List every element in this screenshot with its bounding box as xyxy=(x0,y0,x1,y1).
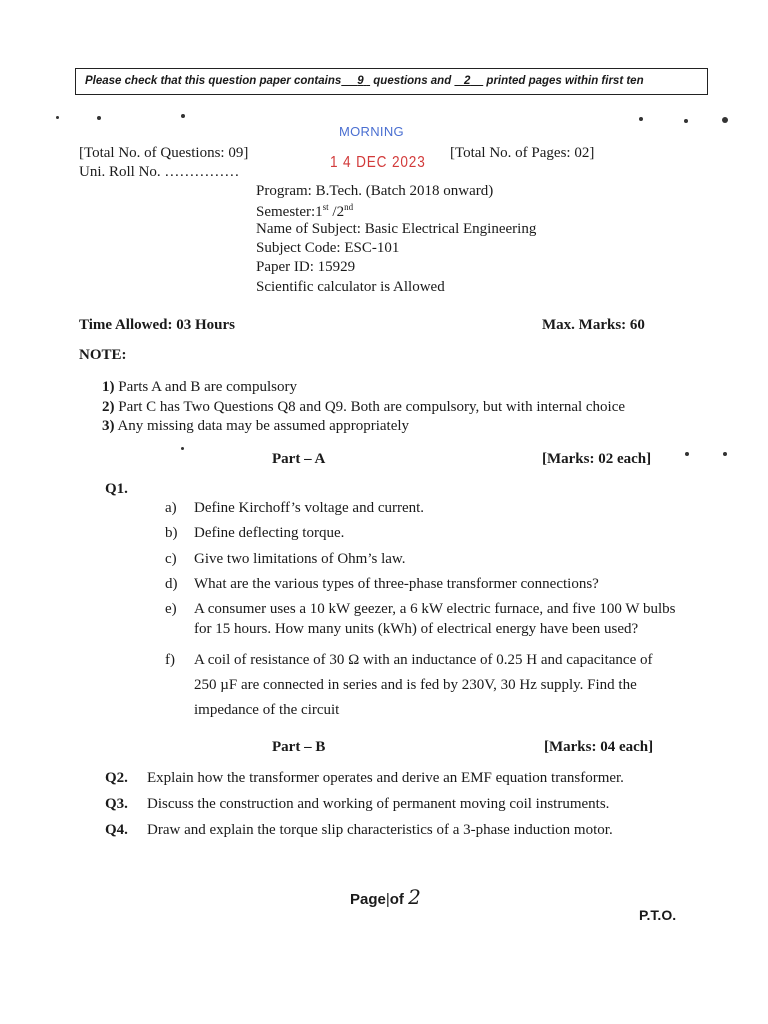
banner-text-middle: questions and xyxy=(373,75,452,87)
subquestion-text: impedance of the circuit xyxy=(194,702,340,718)
instruction-banner xyxy=(75,68,708,95)
scan-speck xyxy=(56,116,59,119)
question-text: Explain how the transformer operates and derive an EMF equation transformer. xyxy=(147,770,624,786)
subquestion-label: b) xyxy=(165,525,178,541)
question-text: Discuss the construction and working of permanent moving coil instruments. xyxy=(147,796,610,812)
banner-text-before: Please check that this question paper contains xyxy=(85,75,342,87)
subquestion-label: d) xyxy=(165,576,178,592)
page-total-handwritten: 2 xyxy=(408,885,421,909)
question-text: Draw and explain the torque slip characteristics of a 3-phase induction motor. xyxy=(147,822,613,838)
page-indicator: Page|of 2 xyxy=(350,885,421,909)
subquestion-text: Give two limitations of Ohm’s law. xyxy=(194,551,406,567)
time-allowed: Time Allowed: 03 Hours xyxy=(79,317,235,333)
note-item: 1) Parts A and B are compulsory xyxy=(102,379,297,395)
banner-pages-count: 2 xyxy=(464,75,471,87)
max-marks: Max. Marks: 60 xyxy=(542,317,645,333)
note-item: 3) Any missing data may be assumed appropriately xyxy=(102,418,410,434)
subquestion-text: 250 µF are connected in series and is fed by 230V, 30 Hz supply. Find the xyxy=(194,677,637,693)
subject-code: Subject Code: ESC-101 xyxy=(256,240,400,256)
scan-speck xyxy=(722,117,728,123)
subquestion-text: for 15 hours. How many units (kWh) of electrical energy have been used? xyxy=(194,621,639,637)
part-a-marks: [Marks: 02 each] xyxy=(542,451,652,467)
morning-stamp: MORNING xyxy=(339,124,404,139)
scan-speck xyxy=(181,447,184,450)
paper-id: Paper ID: 15929 xyxy=(256,259,356,275)
subquestion-text: A consumer uses a 10 kW geezer, a 6 kW electric furnace, and five 100 W bulbs xyxy=(194,601,676,617)
scan-speck xyxy=(684,119,688,123)
program: Program: B.Tech. (Batch 2018 onward) xyxy=(256,183,494,199)
question-number: Q1. xyxy=(105,481,128,497)
subquestion-text: Define Kirchoff’s voltage and current. xyxy=(194,500,425,516)
subquestion-text: What are the various types of three-phase transformer connections? xyxy=(194,576,599,592)
scan-speck xyxy=(181,114,185,118)
question-number: Q3. xyxy=(105,796,128,812)
subquestion-label: a) xyxy=(165,500,177,516)
scan-speck xyxy=(685,452,689,456)
scan-speck xyxy=(97,116,101,120)
total-pages: [Total No. of Pages: 02] xyxy=(450,145,595,161)
subquestion-label: e) xyxy=(165,601,177,617)
subquestion-label: c) xyxy=(165,551,177,567)
banner-text-after: printed pages within first ten xyxy=(486,75,644,87)
subquestion-text: Define deflecting torque. xyxy=(194,525,345,541)
date-stamp: 1 4 DEC 2023 xyxy=(330,154,426,171)
calculator-note: Scientific calculator is Allowed xyxy=(256,279,445,295)
pto-label: P.T.O. xyxy=(639,907,677,923)
subquestion-label: f) xyxy=(165,652,175,668)
total-questions: [Total No. of Questions: 09] xyxy=(79,145,249,161)
banner-questions-count: 9 xyxy=(357,75,364,87)
scan-speck xyxy=(723,452,727,456)
part-a-title: Part – A xyxy=(272,451,326,467)
semester: Semester:1st /2nd xyxy=(256,202,354,220)
part-b-marks: [Marks: 04 each] xyxy=(544,739,654,755)
roll-number: Uni. Roll No. …………… xyxy=(79,164,240,180)
subject-name: Name of Subject: Basic Electrical Engineering xyxy=(256,221,537,237)
question-number: Q2. xyxy=(105,770,128,786)
part-b-title: Part – B xyxy=(272,739,326,755)
question-number: Q4. xyxy=(105,822,128,838)
note-item: 2) Part C has Two Questions Q8 and Q9. Both are compulsory, but with internal choice xyxy=(102,399,626,415)
subquestion-text: A coil of resistance of 30 Ω with an inductance of 0.25 H and capacitance of xyxy=(194,652,653,668)
note-title: NOTE: xyxy=(79,347,127,363)
scan-speck xyxy=(639,117,643,121)
